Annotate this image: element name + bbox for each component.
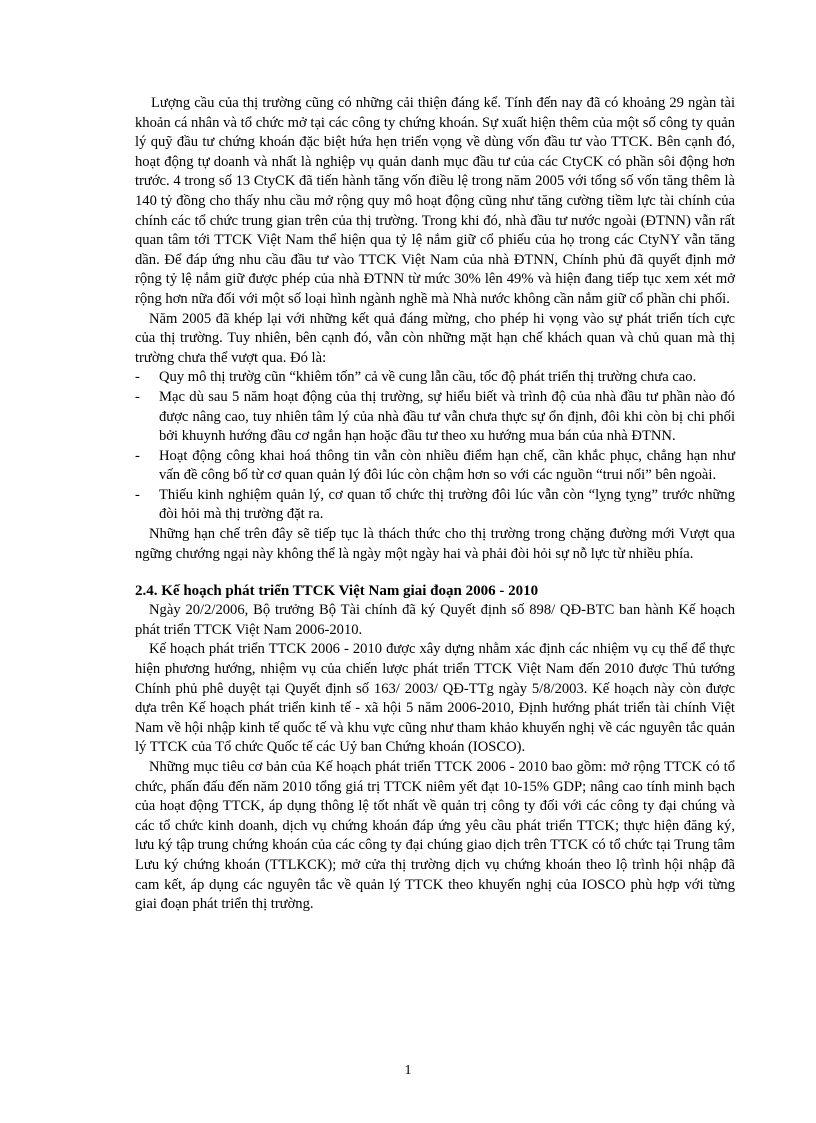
paragraph-plan-basis: Kế hoạch phát triển TTCK 2006 - 2010 được xây dựng nhằm xác định các nhiệm vụ cụ thể để thực hiện phương hướng, nhiệm vụ của chiến lược phát triển TTCK Việt Nam đến 2010 được Thủ tướng Chính phủ phê duyệt tại Quyết định số 163/ 2003/ QĐ-TTg ngày 5/8/2003. Kế hoạch này còn được dựa trên Kế hoạch phát triển kinh tế - xã hội 5 năm 2006-2010, Định hướng phát triển tài chính Việt Nam về hội nhập kinh tế quốc tế và khu vực cũng như tham khảo khuyến nghị về các nguyên tắc quản lý TTCK của Tổ chức Quốc tế các Uỷ ban Chứng khoán (IOSCO). (135, 641, 735, 756)
list-item (135, 447, 735, 486)
paragraph-decision: Ngày 20/2/2006, Bộ trưởng Bộ Tài chính đã ký Quyết định số 898/ QĐ-BTC ban hành Kế hoạch phát triển TTCK Việt Nam 2006-2010. (135, 602, 735, 638)
bullet-dash: - (135, 388, 140, 405)
limitations-list (135, 368, 735, 525)
list-item (135, 388, 735, 447)
section-heading: 2.4. Kế hoạch phát triển TTCK Việt Nam giai đoạn 2006 - 2010 (135, 583, 539, 600)
list-item-text: Hoạt động công khai hoá thông tin vẫn còn nhiều điểm hạn chế, cần khắc phục, chẳng hạn như vấn đề công bố từ cơ quan quản lý đôi lúc còn chậm hơn so với các nguồn “trui nổi” bên ngoài. (159, 447, 735, 484)
list-item-text: Mạc dù sau 5 năm hoạt động của thị trường, sự hiểu biết và trình độ của nhà đầu tư phần nào đó được nâng cao, tuy nhiên tâm lý của nhà đầu tư vẫn chưa thực sự ổn định, đôi khi còn bị chi phối bởi khuynh hướng đầu cơ ngắn hạn hoặc đầu tư theo xu hướng mua bán của nhà ĐTNN. (159, 388, 735, 445)
page-number: 1 (404, 1063, 412, 1078)
document-body (135, 94, 735, 915)
paragraph-2005-summary: Năm 2005 đã khép lại với những kết quả đáng mừng, cho phép hi vọng vào sự phát triển tích cực của thị trường. Tuy nhiên, bên cạnh đó, vẫn còn những mặt hạn chế khách quan và chủ quan mà thị trường chưa thể vượt qua. Đó là: (135, 310, 735, 366)
list-item-text: Thiếu kinh nghiệm quản lý, cơ quan tổ chức thị trường đôi lúc vẫn còn “lỵng tỵng” trước những đòi hỏi mà thị trường đặt ra. (159, 486, 735, 523)
list-item-text: Quy mô thị trườg cũn “khiêm tốn” cả về cung lẫn cầu, tốc độ phát triển thị trường chưa cao. (159, 369, 697, 386)
list-item (135, 486, 735, 525)
paragraph-demand: Lượng cầu của thị trường cũng có những cải thiện đáng kể. Tính đến nay đã có khoảng 29 ngàn tài khoản cá nhân và tổ chức mở tại các công ty chứng khoán. Sự xuất hiện thêm của một số công ty quản lý quỹ đầu tư chứng khoán đặc biệt hứa hẹn triển vọng về dùng vốn đầu tư vào TTCK. Bên cạnh đó, hoạt động tự doanh và nhất là nghiệp vụ quản danh mục đầu tư của các CtyCK có phần sôi động hơn trước. 4 trong số 13 CtyCK đã tiến hành tăng vốn điều lệ trong năm 2005 với tổng số vốn tăng thêm là 140 tỷ đồng cho thấy nhu cầu mở rộng quy mô hoạt động cũng như tăng cường tiềm lực tài chính của chính các tổ chức trung gian trên của thị trường. Trong khi đó, nhà đầu tư nước ngoài (ĐTNN) vẫn rất quan tâm tới TTCK Việt Nam thể hiện qua tỷ lệ nắm giữ cổ phiếu của họ trong các CtyNY vẫn tăng dần. Để đáp ứng nhu cầu đầu tư vào TTCK Việt Nam của nhà ĐTNN, Chính phủ đã quyết định mở rộng tỷ lệ nắm giữ được phép của nhà ĐTNN từ mức 30% lên 49% và hiện đang tiếp tục xem xét mở rộng hơn nữa đối với một số loại hình ngành nghề mà Nhà nước không cần nắm giữ cổ phần chi phối. (135, 95, 735, 307)
bullet-dash: - (135, 486, 140, 503)
paragraph-challenges: Những hạn chế trên đây sẽ tiếp tục là thách thức cho thị trường trong chặng đường mới Vượt qua ngững chướng ngại này không thể là ngày một ngày hai và phải đòi hỏi sự nỗ lực từ nhiều phía. (135, 526, 735, 562)
paragraph-plan-goals: Những mục tiêu cơ bản của Kế hoạch phát triển TTCK 2006 - 2010 bao gồm: mở rộng TTCK có tổ chức, phấn đấu đến năm 2010 tổng giá trị TTCK niêm yết đạt 10-15% GDP; nâng cao tính minh bạch của hoạt động TTCK, áp dụng thông lệ tốt nhất về quản trị công ty đối với các công ty đại chúng và các tổ chức kinh doanh, dịch vụ chứng khoán đáp ứng yêu cầu phát triển TTCK; thực hiện đăng ký, lưu ký tập trung chứng khoán của các công ty đại chúng giao dịch trên TTCK có tổ chức tại Trung tâm Lưu ký chứng khoán (TTLKCK); mở cửa thị trường dịch vụ chứng khoán theo lộ trình hội nhập đã cam kết, áp dụng các nguyên tắc về quản lý TTCK theo khuyến nghị của IOSCO phù hợp với từng giai đoạn phát triển thị trường. (135, 759, 735, 913)
bullet-dash: - (135, 369, 140, 386)
list-item (135, 368, 735, 388)
bullet-dash: - (135, 447, 140, 464)
